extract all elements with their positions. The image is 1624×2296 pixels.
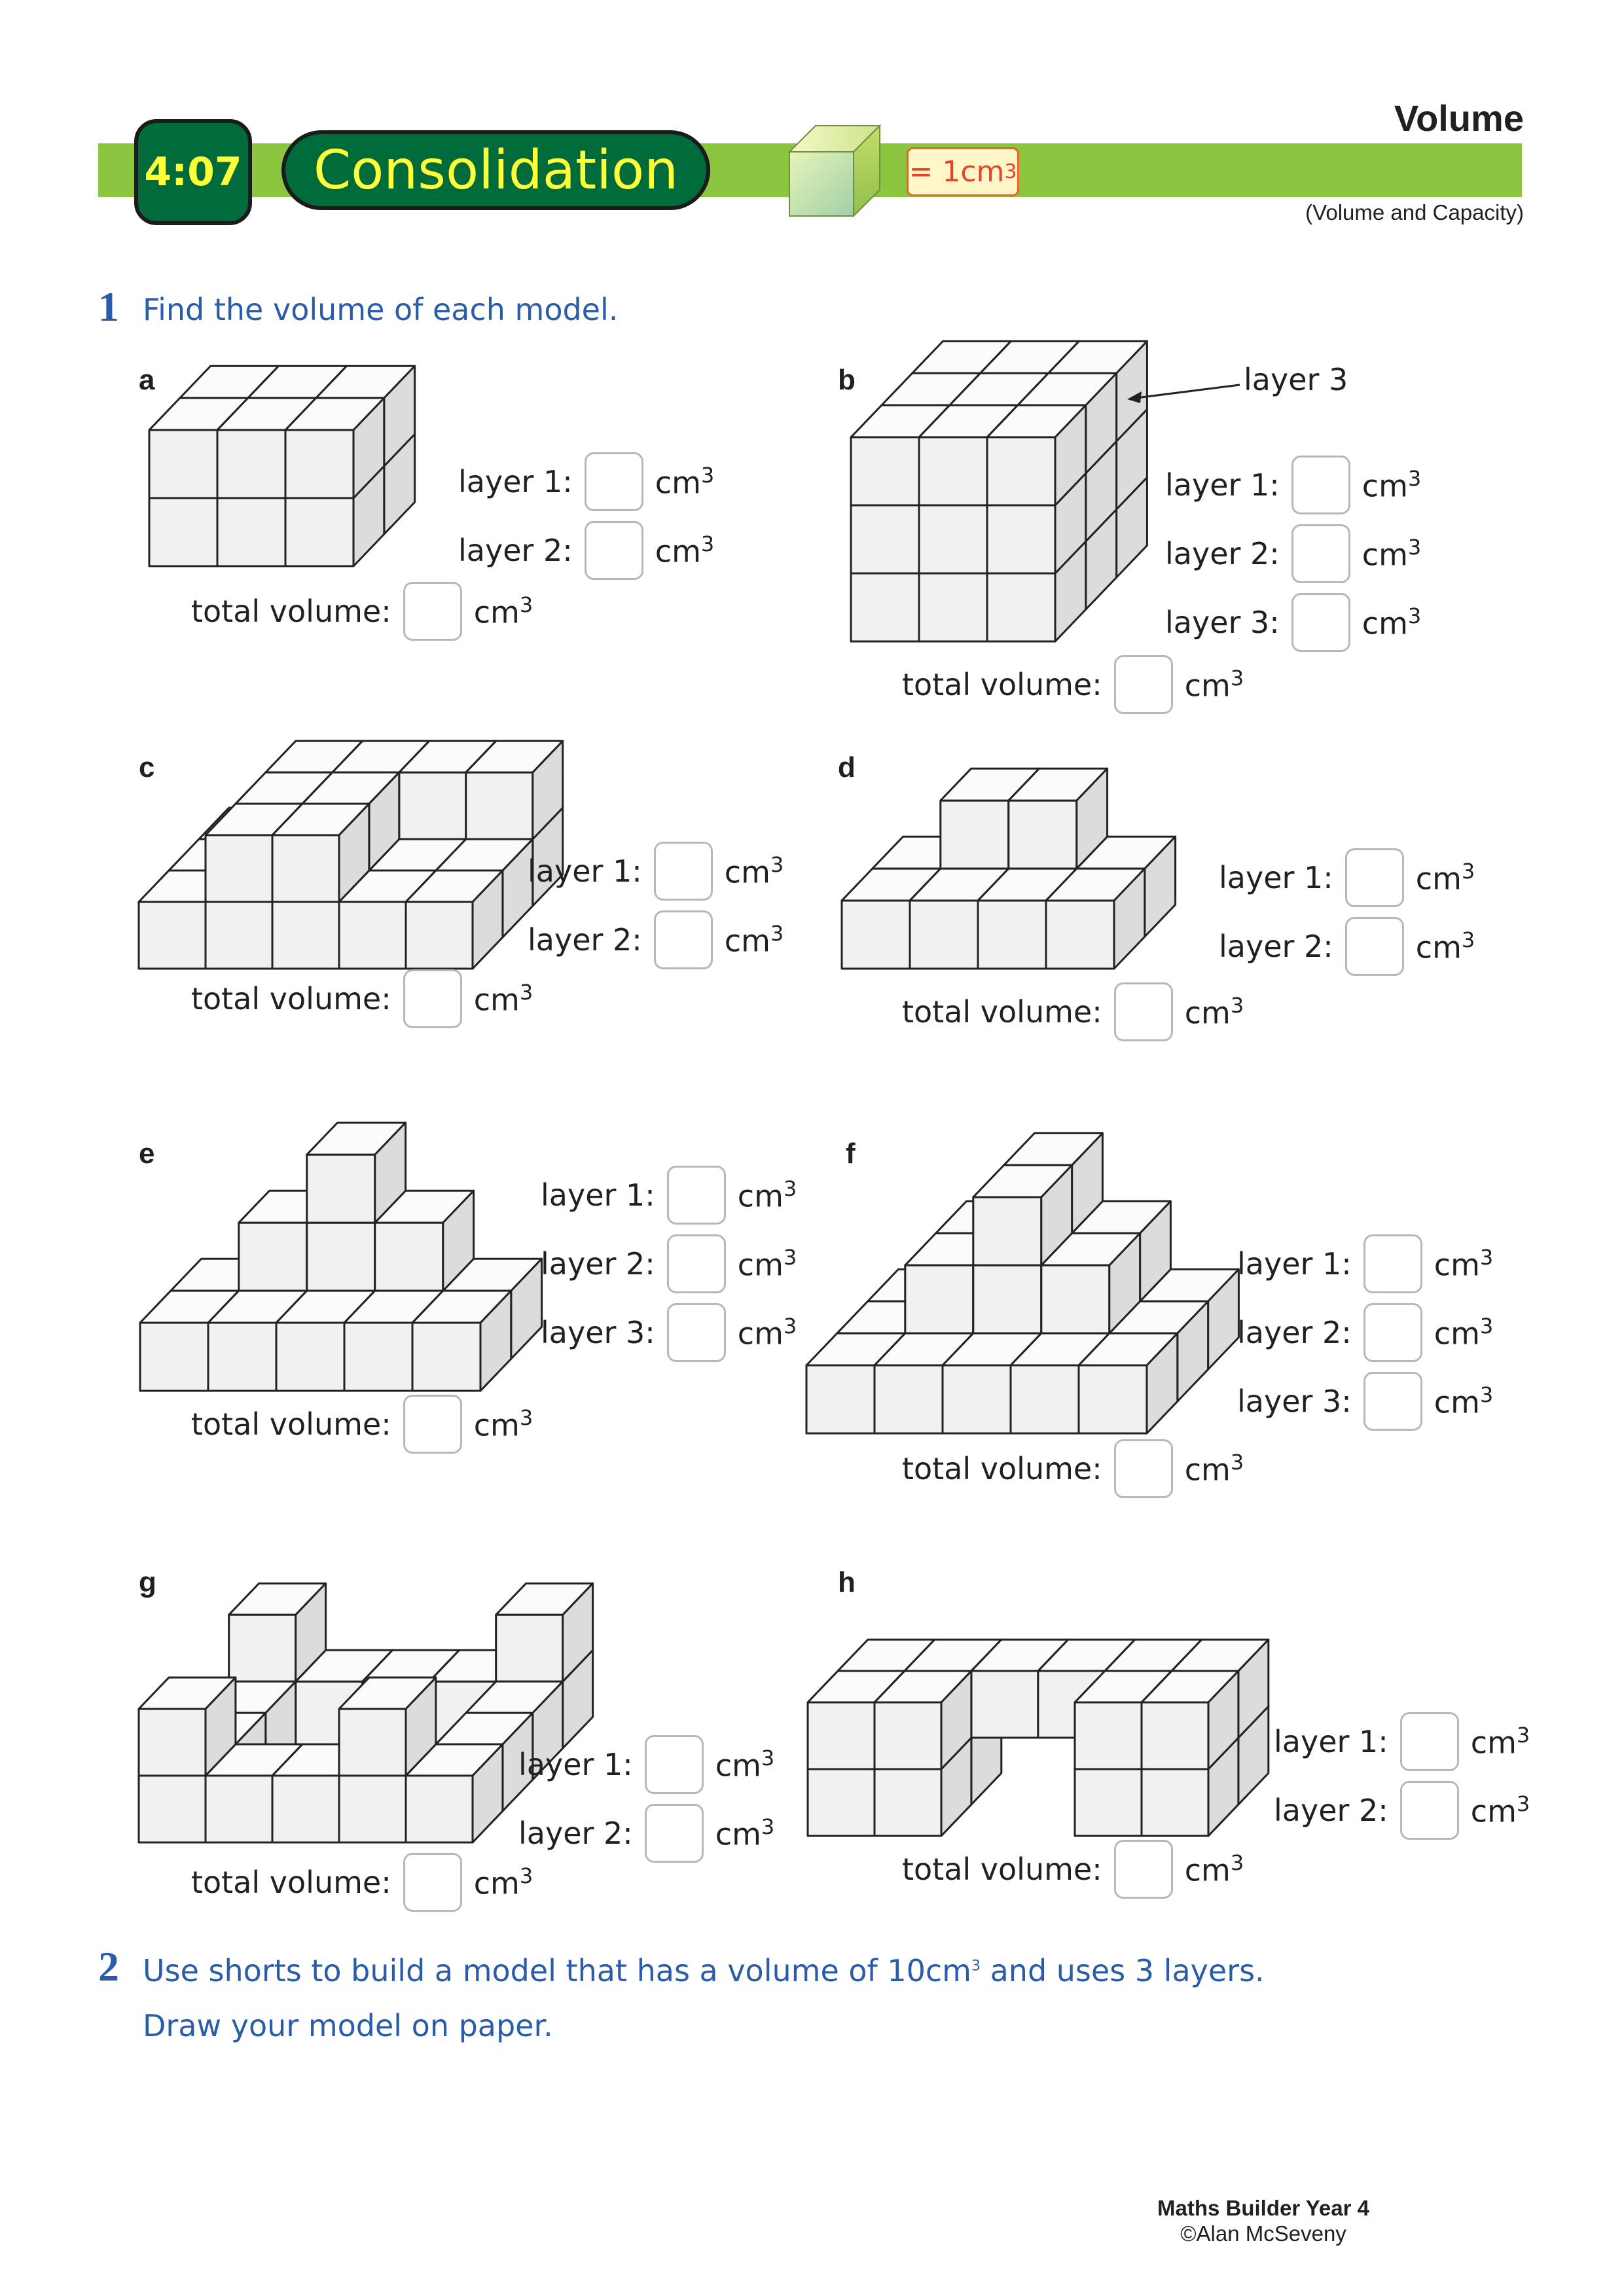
unit-text: cm <box>715 1816 761 1852</box>
unit-sup: 3 <box>1230 1850 1244 1876</box>
unit-label <box>715 1814 774 1852</box>
unit-label <box>474 1863 533 1901</box>
unit-label <box>474 980 533 1017</box>
answer-label: layer 3: <box>541 1315 655 1350</box>
answer-row-f-layer-3 <box>1237 1371 1493 1431</box>
cube-unit-text: = 1cm <box>909 155 1005 188</box>
unit-sup: 3 <box>1407 466 1422 492</box>
question-2-line-2: Draw your model on paper. <box>143 2008 553 2043</box>
unit-title-badge: Consolidation <box>281 130 710 210</box>
unit-text: cm <box>1470 1725 1517 1761</box>
answer-box[interactable] <box>1345 848 1404 907</box>
answer-label: layer 2: <box>1237 1315 1352 1350</box>
cube-model-a <box>131 353 445 576</box>
unit-label <box>1185 666 1244 703</box>
unit-sup: 3 <box>1516 1791 1530 1817</box>
unit-label <box>1185 1850 1244 1888</box>
unit-sup: 3 <box>1516 1723 1530 1748</box>
unit-sup: 3 <box>1230 1450 1244 1475</box>
question-1-text: Find the volume of each model. <box>143 292 619 327</box>
answer-box[interactable] <box>403 1395 462 1454</box>
unit-label <box>655 463 714 500</box>
total-label: total volume: <box>191 1407 391 1442</box>
question-2-number: 2 <box>98 1943 119 1990</box>
unit-sup: 3 <box>1479 1314 1494 1339</box>
answer-box[interactable] <box>1114 982 1173 1041</box>
unit-label <box>1434 1314 1493 1351</box>
answer-label: layer 1: <box>1219 860 1333 895</box>
unit-label <box>655 531 714 569</box>
unit-label <box>474 1405 533 1443</box>
unit-sup: 3 <box>761 1814 775 1840</box>
answer-row-a-layer-1 <box>458 452 714 512</box>
unit-text: cm <box>737 1178 784 1214</box>
unit-text: cm <box>473 594 520 630</box>
answer-row-e-layer-2 <box>541 1234 797 1294</box>
unit-sup: 3 <box>1407 603 1422 629</box>
unit-label <box>1416 927 1475 965</box>
answer-box[interactable] <box>1363 1234 1422 1293</box>
answer-row-e-total <box>191 1394 533 1454</box>
answer-box[interactable] <box>1291 593 1350 652</box>
answer-row-d-total <box>902 982 1244 1042</box>
question-2-unit: cm <box>925 1953 971 1988</box>
answer-box[interactable] <box>1400 1712 1459 1771</box>
answer-label: layer 2: <box>528 922 642 958</box>
unit-sup: 3 <box>761 1746 775 1771</box>
unit-label <box>738 1245 797 1282</box>
cube-model-h <box>799 1597 1270 1846</box>
answer-label: layer 2: <box>518 1816 633 1851</box>
answer-row-b-layer-2 <box>1165 524 1421 584</box>
answer-box[interactable] <box>1114 1840 1173 1899</box>
cube-model-f <box>792 1126 1237 1440</box>
unit-sup: 3 <box>783 1245 797 1270</box>
unit-sup: 3 <box>519 592 533 618</box>
answer-box[interactable] <box>667 1234 726 1293</box>
answer-label: layer 1: <box>1165 467 1280 503</box>
answer-box[interactable] <box>403 1853 462 1912</box>
unit-sup: 3 <box>1479 1382 1494 1408</box>
answer-label: layer 3: <box>1165 605 1280 640</box>
answer-box[interactable] <box>667 1303 726 1362</box>
unit-text: cm <box>1434 1247 1480 1283</box>
answer-row-f-layer-2 <box>1237 1302 1493 1363</box>
cube-model-g <box>131 1551 576 1852</box>
answer-row-a-layer-2 <box>458 520 714 581</box>
question-2-unit-sup: 3 <box>971 1958 981 1975</box>
unit-sup: 3 <box>770 852 784 878</box>
unit-sup: 3 <box>1461 859 1475 884</box>
unit-number-badge: 4:07 <box>134 119 252 225</box>
total-label: total volume: <box>191 981 391 1016</box>
total-label: total volume: <box>191 1865 391 1900</box>
answer-row-e-layer-1 <box>541 1165 797 1225</box>
cube-unit-badge <box>907 147 1019 196</box>
answer-box[interactable] <box>1114 655 1173 714</box>
unit-label <box>1362 466 1421 503</box>
answer-box[interactable] <box>1114 1439 1173 1498</box>
unit-label <box>738 1176 797 1213</box>
unit-label <box>1434 1382 1493 1420</box>
answer-box[interactable] <box>403 582 462 641</box>
answer-label: layer 1: <box>1274 1724 1388 1759</box>
answer-box[interactable] <box>1363 1303 1422 1362</box>
answer-row-b-layer-1 <box>1165 455 1421 515</box>
answer-row-h-layer-2 <box>1274 1780 1530 1840</box>
unit-text: cm <box>655 465 701 501</box>
unit-sup: 3 <box>1461 927 1475 953</box>
answer-row-g-total <box>191 1852 533 1912</box>
part-letter-f: f <box>846 1138 856 1170</box>
answer-box[interactable] <box>403 969 462 1028</box>
unit-text: cm <box>1434 1316 1480 1352</box>
unit-label <box>1416 859 1475 896</box>
answer-label: layer 2: <box>458 533 573 568</box>
total-label: total volume: <box>902 1852 1102 1887</box>
cube-unit-sup: 3 <box>1004 160 1017 183</box>
cube-model-b <box>838 353 1152 655</box>
cube-model-d <box>831 740 1198 975</box>
answer-row-c-layer-2 <box>528 910 784 970</box>
unit-sup: 3 <box>519 1405 533 1431</box>
cube-model-e <box>131 1126 537 1401</box>
answer-row-f-total <box>902 1439 1244 1499</box>
answer-label: layer 1: <box>528 853 642 889</box>
answer-row-d-layer-2 <box>1219 916 1475 977</box>
question-2-line-1-pre: Use shorts to build a model that has a volume of 10 <box>143 1953 926 1988</box>
answer-row-d-layer-1 <box>1219 848 1475 908</box>
part-letter-d: d <box>838 751 856 783</box>
unit-label <box>1185 993 1244 1030</box>
answer-row-f-layer-1 <box>1237 1234 1493 1294</box>
question-2-line-1 <box>143 1953 1265 1988</box>
unit-label <box>1185 1450 1244 1487</box>
topic-title: Volume <box>1394 98 1524 139</box>
unit-text: cm <box>1184 1852 1231 1888</box>
answer-row-c-total <box>191 969 533 1029</box>
unit-text: cm <box>724 923 770 959</box>
unit-sup: 3 <box>519 1863 533 1889</box>
answer-box[interactable] <box>667 1166 726 1225</box>
unit-text: cm <box>737 1316 784 1352</box>
total-label: total volume: <box>902 1451 1102 1486</box>
answer-label: layer 3: <box>1237 1384 1352 1419</box>
unit-sup: 3 <box>1479 1245 1494 1270</box>
answer-box[interactable] <box>645 1735 704 1794</box>
answer-label: layer 2: <box>1165 536 1280 571</box>
part-letter-e: e <box>139 1138 155 1170</box>
unit-label <box>738 1314 797 1351</box>
cube-model-c <box>131 740 576 975</box>
unit-text: cm <box>1184 668 1231 704</box>
unit-text: cm <box>655 533 701 569</box>
footer-author: ©Alan McSeveny <box>1180 2221 1346 2246</box>
unit-text: cm <box>1415 929 1462 965</box>
answer-label: layer 2: <box>1274 1793 1388 1828</box>
answer-row-b-total <box>902 655 1244 715</box>
unit-sup: 3 <box>700 531 715 557</box>
answer-row-h-total <box>902 1839 1244 1899</box>
unit-cube-icon <box>785 123 884 221</box>
unit-sup: 3 <box>519 980 533 1005</box>
unit-sup: 3 <box>1230 666 1244 691</box>
unit-label <box>474 592 533 630</box>
unit-text: cm <box>1434 1384 1480 1420</box>
layer-3-callout-label: layer 3 <box>1244 362 1348 397</box>
unit-sup: 3 <box>700 463 715 488</box>
total-label: total volume: <box>191 594 391 629</box>
unit-text: cm <box>724 854 770 890</box>
part-letter-g: g <box>139 1566 156 1598</box>
unit-text: cm <box>473 1865 520 1901</box>
unit-label <box>1471 1791 1530 1829</box>
unit-text: cm <box>1362 537 1408 573</box>
answer-label: layer 1: <box>518 1747 633 1782</box>
answer-box[interactable] <box>585 452 643 511</box>
total-label: total volume: <box>902 994 1102 1030</box>
part-letter-h: h <box>838 1566 856 1598</box>
answer-label: layer 2: <box>1219 929 1333 964</box>
part-letter-b: b <box>838 364 856 396</box>
unit-text: cm <box>1362 468 1408 504</box>
answer-row-b-layer-3 <box>1165 592 1421 653</box>
unit-sup: 3 <box>770 921 784 946</box>
answer-row-a-total <box>191 581 533 641</box>
answer-box[interactable] <box>1291 456 1350 514</box>
answer-label: layer 1: <box>541 1177 655 1213</box>
unit-text: cm <box>1470 1793 1517 1829</box>
unit-label <box>1471 1723 1530 1760</box>
unit-sup: 3 <box>1407 535 1422 560</box>
unit-text: cm <box>1184 995 1231 1031</box>
unit-sup: 3 <box>783 1176 797 1202</box>
unit-text: cm <box>473 1407 520 1443</box>
answer-row-e-layer-3 <box>541 1302 797 1363</box>
answer-row-g-layer-1 <box>518 1734 774 1795</box>
unit-label <box>1362 603 1421 641</box>
total-label: total volume: <box>902 667 1102 702</box>
part-letter-a: a <box>139 364 155 396</box>
answer-box[interactable] <box>1345 917 1404 976</box>
footer-book-title: Maths Builder Year 4 <box>1157 2196 1370 2220</box>
unit-text: cm <box>1184 1452 1231 1488</box>
answer-label: layer 1: <box>458 464 573 499</box>
question-2-line-1-post: and uses 3 layers. <box>980 1953 1265 1988</box>
unit-sup: 3 <box>1230 993 1244 1018</box>
answer-row-c-layer-1 <box>528 841 784 901</box>
unit-text: cm <box>473 982 520 1018</box>
unit-sup: 3 <box>783 1314 797 1339</box>
answer-box[interactable] <box>645 1804 704 1863</box>
unit-label <box>725 852 784 889</box>
unit-text: cm <box>1362 605 1408 641</box>
answer-box[interactable] <box>1291 524 1350 583</box>
layer-3-callout-arrow <box>1125 372 1242 411</box>
topic-subtitle: (Volume and Capacity) <box>1305 200 1524 224</box>
answer-box[interactable] <box>1363 1372 1422 1431</box>
answer-box[interactable] <box>654 910 713 969</box>
unit-label <box>1434 1245 1493 1282</box>
answer-row-h-layer-1 <box>1274 1712 1530 1772</box>
answer-row-g-layer-2 <box>518 1803 774 1863</box>
part-letter-c: c <box>139 751 155 783</box>
answer-label: layer 1: <box>1237 1246 1352 1282</box>
answer-box[interactable] <box>654 842 713 901</box>
answer-box[interactable] <box>585 521 643 580</box>
unit-label <box>725 921 784 958</box>
unit-text: cm <box>737 1247 784 1283</box>
answer-label: layer 2: <box>541 1246 655 1282</box>
unit-label <box>715 1746 774 1783</box>
question-1-number: 1 <box>98 283 119 330</box>
unit-label <box>1362 535 1421 572</box>
answer-box[interactable] <box>1400 1781 1459 1840</box>
unit-text: cm <box>1415 861 1462 897</box>
unit-text: cm <box>715 1748 761 1784</box>
